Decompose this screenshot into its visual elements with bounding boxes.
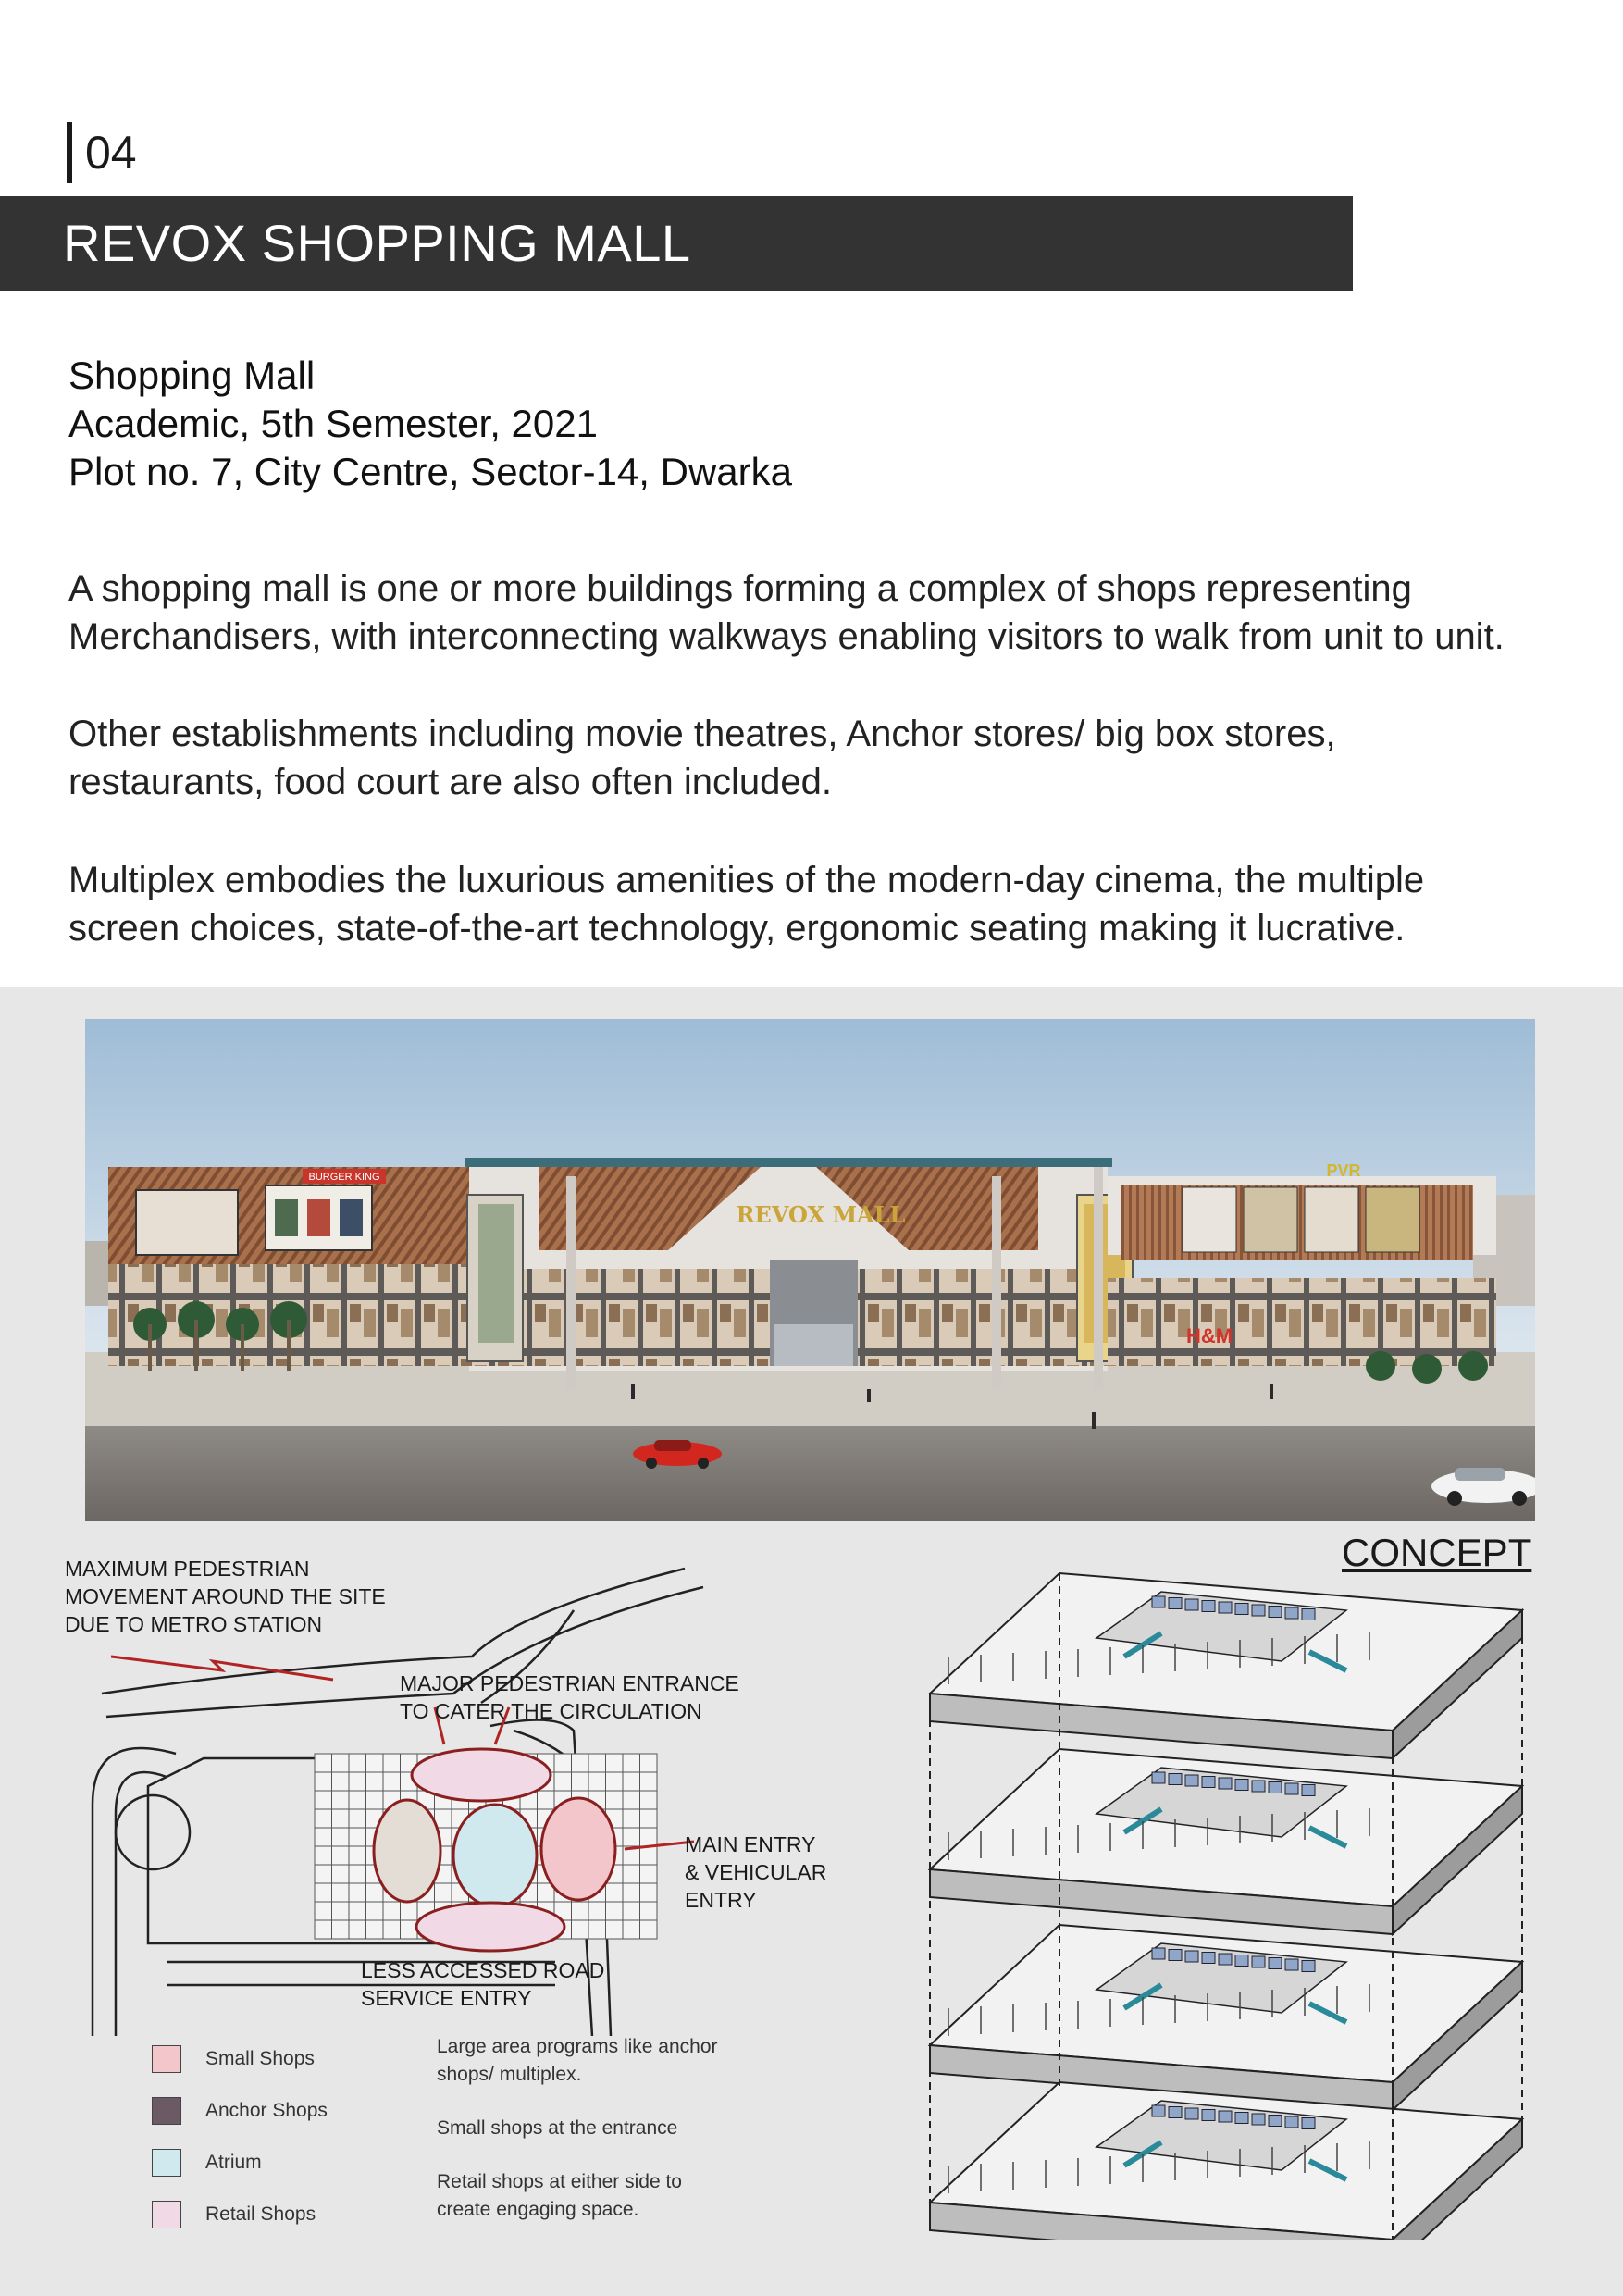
concept-heading: CONCEPT [1342,1531,1532,1574]
roundabout [116,1795,190,1869]
paragraph-line: A shopping mall is one or more buildings forming a complex of shops representing [68,568,1412,609]
label-line: DUE TO METRO STATION [65,1612,323,1636]
retail-zone-bottom [416,1903,564,1951]
description-paragraph-2 [68,710,1567,806]
label-line: SERVICE ENTRY [361,1986,532,2010]
note-large-programs [437,2033,788,2089]
retail-zone-top [412,1749,551,1801]
paragraph-line: Other establishments including movie theatres, Anchor stores/ big box stores, [68,714,1336,754]
legend-swatch [152,2097,181,2125]
legend-label: Small Shops [205,2048,315,2069]
anchor-zone-left [374,1800,440,1902]
label-service-road [361,1956,604,2012]
label-line: & VEHICULAR [685,1860,827,1884]
label-line: ENTRY [685,1888,757,1912]
hm-store-sign: H&M [1185,1324,1233,1347]
paragraph-line: screen choices, state-of-the-art technology, ergonomic seating making it lucrative. [68,908,1406,949]
legend-label: Anchor Shops [205,2100,328,2121]
project-type: Shopping Mall [68,354,316,397]
project-location: Plot no. 7, City Centre, Sector-14, Dwarka [68,450,792,493]
revox-mall-sign: REVOX MALL [736,1201,906,1228]
project-academic: Academic, 5th Semester, 2021 [68,402,598,445]
legend-swatch [152,2201,181,2228]
floor-plate-2 [930,1749,1522,1934]
label-pedestrian [65,1555,386,1638]
axonometric-drawing [911,1564,1541,2240]
paragraph-line: Multiplex embodies the luxurious amenities of the modern-day cinema, the multiple [68,860,1425,900]
label-line: MAJOR PEDESTRIAN ENTRANCE [400,1671,739,1695]
small-shops-zone [541,1798,615,1900]
label-line: MAIN ENTRY [685,1832,816,1856]
page-title: REVOX SHOPPING MALL [63,214,691,272]
note-retail-shops [437,2168,788,2224]
atrium-zone [453,1805,537,1906]
description-paragraph-1 [68,565,1567,661]
paragraph-line: Merchandisers, with interconnecting walkways enabling visitors to walk from unit to unit. [68,616,1505,657]
note-line: Large area programs like anchor [437,2036,718,2057]
note-small-shops: Small shops at the entrance [437,2117,678,2139]
label-major-entrance [400,1669,739,1725]
floor-plate-1 [930,1573,1522,1758]
label-line: MAXIMUM PEDESTRIAN [65,1557,310,1581]
floor-plate-3 [930,1925,1522,2110]
cinema-sign: PVR [1326,1161,1361,1180]
label-line: LESS ACCESSED ROAD [361,1958,605,1982]
paragraph-line: restaurants, food court are also often included. [68,762,832,802]
legend-swatch [152,2149,181,2177]
title-band [0,196,1353,291]
project-meta [68,352,792,496]
legend-label: Atrium [205,2152,262,2173]
note-line: shops/ multiplex. [437,2064,582,2085]
label-line: TO CATER THE CIRCULATION [400,1699,702,1723]
page-number: 04 [85,127,137,179]
mall-render-image [85,1019,1535,1521]
label-line: MOVEMENT AROUND THE SITE [65,1584,386,1608]
concept-notes [437,2033,788,2250]
exploded-axonometric [911,1564,1541,2240]
note-line: Retail shops at either side to [437,2171,682,2192]
description-paragraph-3 [68,856,1567,952]
legend-label: Retail Shops [205,2203,316,2225]
legend-swatch [152,2045,181,2073]
page-number-bar [67,122,72,183]
burger-king-sign: BURGER KING [308,1172,380,1183]
site-plan-diagram [56,1555,888,2036]
label-main-entry [685,1831,826,1914]
floor-plate-4 [930,2082,1522,2240]
note-line: create engaging space. [437,2199,639,2220]
